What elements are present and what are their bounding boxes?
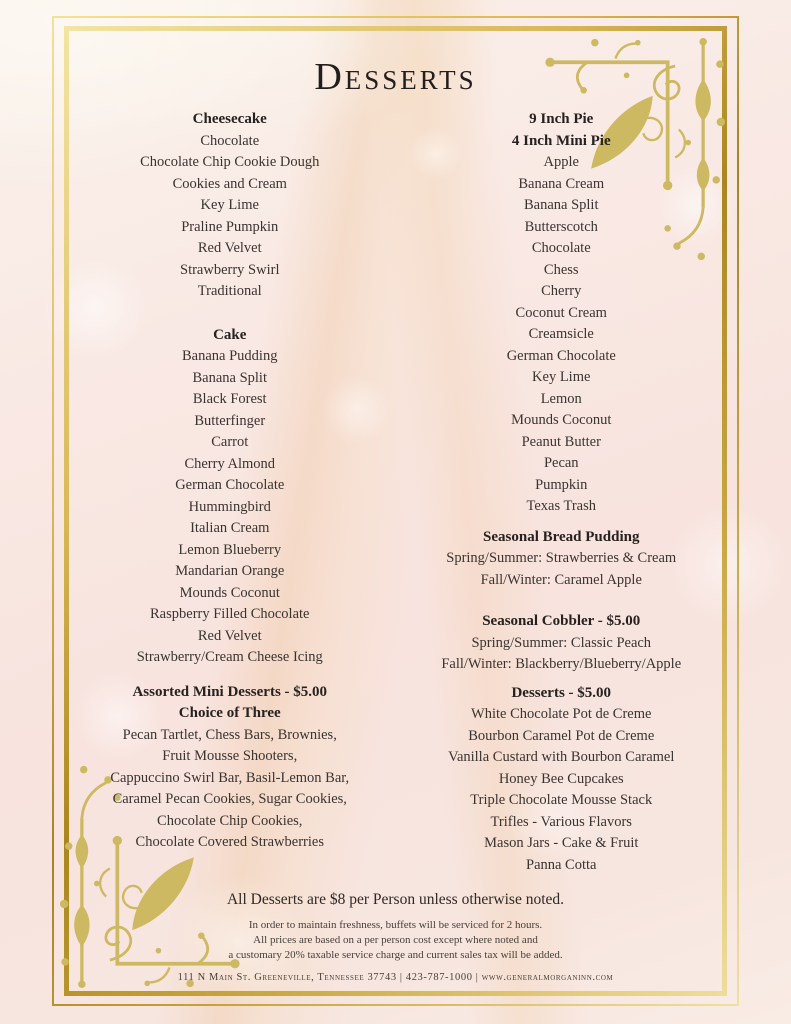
menu-item: Spring/Summer: Strawberries & Cream bbox=[446, 550, 677, 566]
menu-item: Texas Trash bbox=[526, 498, 596, 514]
fine-print-line: In order to maintain freshness, buffets will be serviced for 2 hours. bbox=[248, 919, 543, 931]
menu-item: Triple Chocolate Mousse Stack bbox=[470, 792, 653, 808]
menu-item: Coconut Cream bbox=[515, 304, 607, 321]
section-heading: Seasonal Cobbler - $5.00 bbox=[482, 613, 641, 629]
menu-item: Bourbon Caramel Pot de Creme bbox=[468, 727, 655, 744]
menu-item: Pecan Tartlet, Chess Bars, Brownies, bbox=[122, 726, 337, 743]
menu-item: Cherry Almond bbox=[184, 455, 276, 472]
menu-content bbox=[64, 26, 727, 996]
menu-section bbox=[396, 109, 728, 518]
menu-item: Black Forest bbox=[192, 391, 267, 407]
footer-address: 111 N Main St. Greeneville, Tennessee 37743 | 423-787-1000 | www.generalmorganinn.com bbox=[177, 972, 614, 983]
menu-item: Cherry bbox=[541, 283, 582, 299]
menu-item: Chocolate Chip Cookies, bbox=[157, 812, 303, 829]
menu-column-left bbox=[64, 109, 396, 876]
fine-print-line: a customary 20% taxable service charge and current sales tax will be added. bbox=[228, 949, 563, 961]
fine-print-line: All prices are based on a per person cost except where noted and bbox=[253, 934, 538, 946]
menu-item: Key Lime bbox=[200, 197, 259, 213]
section-heading: Seasonal Bread Pudding bbox=[483, 528, 640, 545]
menu-item: Banana Pudding bbox=[182, 348, 278, 364]
menu-item: Italian Cream bbox=[190, 520, 270, 536]
menu-item: Chocolate Chip Cookie Dough bbox=[140, 154, 320, 170]
menu-item: Chess bbox=[543, 261, 579, 278]
menu-section bbox=[64, 325, 396, 669]
menu-section bbox=[64, 682, 396, 854]
section-heading: 4 Inch Mini Pie bbox=[511, 132, 611, 149]
menu-item: Butterscotch bbox=[524, 218, 598, 235]
page-title: Desserts bbox=[314, 56, 477, 98]
menu-item: Lemon bbox=[540, 390, 582, 407]
menu-item: Mounds Coconut bbox=[511, 412, 612, 428]
section-heading: Cake bbox=[213, 326, 247, 343]
menu-item: Banana Split bbox=[192, 369, 267, 386]
menu-item: Red Velvet bbox=[197, 627, 262, 644]
menu-columns bbox=[64, 109, 727, 876]
menu-item: Chocolate Covered Strawberries bbox=[135, 834, 324, 850]
section-heading: 9 Inch Pie bbox=[529, 111, 594, 127]
menu-item: Carrot bbox=[211, 434, 249, 450]
menu-footer bbox=[64, 891, 727, 983]
menu-item: Mandarian Orange bbox=[175, 563, 285, 579]
menu-item: Hummingbird bbox=[188, 498, 271, 515]
menu-item: Pecan bbox=[543, 455, 579, 471]
menu-item: Key Lime bbox=[532, 369, 591, 385]
section-heading: Desserts - $5.00 bbox=[511, 684, 612, 701]
menu-item: Trifles - Various Flavors bbox=[490, 813, 632, 830]
menu-item: Creamsicle bbox=[528, 326, 594, 342]
menu-item: Banana Split bbox=[523, 197, 599, 213]
section-heading: Choice of Three bbox=[178, 705, 281, 721]
menu-item: Chocolate bbox=[200, 132, 260, 149]
menu-item: Spring/Summer: Classic Peach bbox=[471, 634, 652, 651]
menu-item: Peanut Butter bbox=[521, 433, 601, 450]
menu-item: Mason Jars - Cake & Fruit bbox=[484, 835, 639, 851]
menu-section bbox=[64, 109, 396, 303]
menu-item: Lemon Blueberry bbox=[178, 541, 282, 558]
menu-item: Fall/Winter: Blackberry/Blueberry/Apple bbox=[441, 656, 682, 672]
menu-item: Red Velvet bbox=[197, 240, 262, 256]
menu-item: Honey Bee Cupcakes bbox=[498, 770, 624, 787]
menu-item: Butterfinger bbox=[194, 412, 266, 429]
menu-item: Mounds Coconut bbox=[179, 584, 280, 601]
menu-item: Strawberry/Cream Cheese Icing bbox=[136, 649, 323, 665]
menu-item: Raspberry Filled Chocolate bbox=[150, 606, 310, 622]
section-heading: Assorted Mini Desserts - $5.00 bbox=[132, 683, 328, 700]
footer-fine-print bbox=[64, 918, 727, 963]
menu-item: German Chocolate bbox=[175, 477, 285, 493]
menu-item: Strawberry Swirl bbox=[180, 261, 280, 278]
menu-section bbox=[396, 611, 728, 676]
menu-item: Banana Cream bbox=[518, 175, 605, 192]
menu-item: Traditional bbox=[197, 283, 262, 299]
section-heading: Cheesecake bbox=[192, 111, 267, 127]
menu-item: Fall/Winter: Caramel Apple bbox=[480, 571, 642, 588]
menu-item: Cookies and Cream bbox=[172, 175, 287, 192]
menu-item: Cappuccino Swirl Bar, Basil-Lemon Bar, bbox=[110, 769, 350, 786]
menu-item: Fruit Mousse Shooters, bbox=[162, 748, 298, 764]
menu-item: Apple bbox=[543, 154, 579, 170]
menu-section bbox=[396, 527, 728, 592]
menu-section bbox=[396, 683, 728, 877]
menu-item: German Chocolate bbox=[506, 347, 616, 364]
menu-item: White Chocolate Pot de Creme bbox=[471, 706, 652, 722]
menu-item: Praline Pumpkin bbox=[181, 218, 279, 235]
menu-item: Vanilla Custard with Bourbon Caramel bbox=[448, 749, 675, 765]
menu-item: Caramel Pecan Cookies, Sugar Cookies, bbox=[112, 791, 347, 807]
footer-note: All Desserts are $8 per Person unless otherwise noted. bbox=[226, 891, 565, 908]
menu-item: Pumpkin bbox=[535, 476, 588, 493]
menu-item: Panna Cotta bbox=[526, 856, 597, 873]
menu-column-right bbox=[396, 109, 728, 876]
menu-item: Chocolate bbox=[531, 240, 591, 256]
